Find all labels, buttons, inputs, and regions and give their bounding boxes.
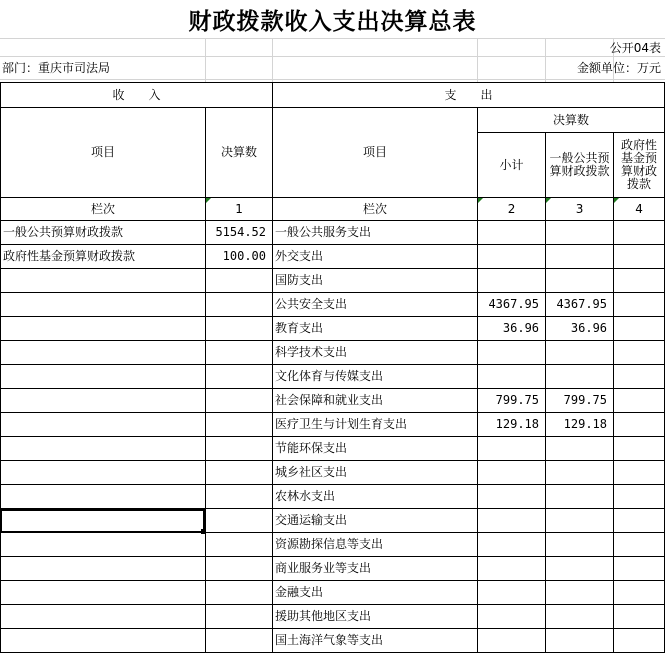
fill-handle[interactable] [201, 529, 206, 534]
general-budget-cell[interactable] [546, 605, 614, 629]
income-item-cell[interactable] [1, 557, 206, 581]
general-budget-cell[interactable]: 799.75 [546, 389, 614, 413]
table-row [1, 557, 665, 581]
income-item-cell[interactable] [1, 413, 206, 437]
table-row [1, 605, 665, 629]
subtotal-cell[interactable]: 4367.95 [478, 293, 546, 317]
expense-header[interactable]: 支 出 [273, 83, 665, 108]
col-number-3-text: 3 [575, 201, 584, 216]
income-item-cell[interactable] [1, 509, 206, 533]
gridline [272, 38, 273, 82]
green-triangle-icon [206, 198, 211, 203]
income-item-cell[interactable] [1, 461, 206, 485]
general-budget-header[interactable]: 一般公共预算财政拨款 [546, 133, 614, 198]
general-budget-cell[interactable] [546, 485, 614, 509]
general-budget-cell[interactable] [546, 269, 614, 293]
general-budget-cell[interactable] [546, 533, 614, 557]
expense-item-cell[interactable]: 商业服务业等支出 [273, 557, 478, 581]
expense-item-cell[interactable]: 城乡社区支出 [273, 461, 478, 485]
subtotal-cell[interactable] [478, 437, 546, 461]
expense-item-cell[interactable]: 医疗卫生与计划生育支出 [273, 413, 478, 437]
subtotal-cell[interactable] [478, 485, 546, 509]
expense-item-cell[interactable]: 外交支出 [273, 245, 478, 269]
expense-final-header[interactable]: 决算数 [478, 108, 665, 133]
table-row [1, 629, 665, 653]
subtotal-cell[interactable] [478, 269, 546, 293]
general-budget-cell[interactable]: 4367.95 [546, 293, 614, 317]
income-amount-cell[interactable] [206, 629, 273, 653]
income-item-cell[interactable]: 一般公共预算财政拨款 [1, 221, 206, 245]
data-rows [1, 221, 665, 653]
general-budget-cell[interactable] [546, 341, 614, 365]
col-number-2-text: 2 [507, 201, 516, 216]
gov-fund-cell[interactable] [614, 365, 665, 389]
gov-fund-cell[interactable] [614, 413, 665, 437]
expense-item-cell[interactable]: 节能环保支出 [273, 437, 478, 461]
col-number-1[interactable] [206, 198, 273, 221]
expense-item-cell[interactable]: 资源勘探信息等支出 [273, 533, 478, 557]
expense-item-cell[interactable]: 援助其他地区支出 [273, 605, 478, 629]
table-row [1, 437, 665, 461]
subtotal-cell[interactable] [478, 629, 546, 653]
income-item-cell[interactable] [1, 533, 206, 557]
table-row [1, 269, 665, 293]
gov-fund-cell[interactable] [614, 485, 665, 509]
gridline [477, 38, 478, 82]
table-row [1, 509, 665, 533]
subtotal-cell[interactable] [478, 221, 546, 245]
income-item-cell[interactable] [1, 581, 206, 605]
subtotal-cell[interactable] [478, 245, 546, 269]
table-row [1, 581, 665, 605]
general-budget-cell[interactable] [546, 221, 614, 245]
subtotal-cell[interactable] [478, 533, 546, 557]
table-row [1, 317, 665, 341]
report-title: 财政拨款收入支出决算总表 [188, 7, 477, 35]
gov-fund-cell[interactable] [614, 269, 665, 293]
gov-fund-cell[interactable] [614, 389, 665, 413]
income-amount-header[interactable]: 决算数 [206, 108, 273, 198]
subtotal-cell[interactable] [478, 365, 546, 389]
expense-item-cell[interactable]: 国土海洋气象等支出 [273, 629, 478, 653]
department-label: 部门：重庆市司法局 [2, 61, 111, 75]
general-budget-cell[interactable] [546, 629, 614, 653]
income-item-cell[interactable] [1, 341, 206, 365]
gov-fund-cell[interactable] [614, 581, 665, 605]
general-budget-cell[interactable] [546, 509, 614, 533]
gridline [0, 79, 665, 80]
report-table [0, 82, 665, 653]
gov-fund-cell[interactable] [614, 533, 665, 557]
income-amount-cell[interactable] [206, 317, 273, 341]
income-amount-cell[interactable] [206, 461, 273, 485]
income-amount-cell[interactable] [206, 293, 273, 317]
income-amount-cell[interactable] [206, 509, 273, 533]
green-triangle-icon [614, 198, 619, 203]
unit-label: 金额单位：万元 [576, 61, 661, 75]
income-amount-cell[interactable] [206, 341, 273, 365]
subtotal-cell[interactable] [478, 557, 546, 581]
income-item-cell[interactable] [1, 365, 206, 389]
income-item-cell[interactable] [1, 389, 206, 413]
col-number-4-text: 4 [635, 201, 643, 216]
expense-item-cell[interactable]: 文化体育与传媒支出 [273, 365, 478, 389]
income-item-cell[interactable] [1, 269, 206, 293]
expense-item-header[interactable]: 项目 [273, 108, 478, 198]
gov-fund-cell[interactable] [614, 461, 665, 485]
general-budget-cell[interactable]: 36.96 [546, 317, 614, 341]
income-item-cell[interactable] [1, 629, 206, 653]
gov-fund-cell[interactable] [614, 341, 665, 365]
gridline [0, 56, 665, 57]
table-row [1, 485, 665, 509]
gridline [545, 38, 546, 82]
income-amount-cell[interactable] [206, 605, 273, 629]
income-amount-cell[interactable] [206, 581, 273, 605]
income-item-header[interactable]: 项目 [1, 108, 206, 198]
gov-fund-cell[interactable] [614, 557, 665, 581]
gov-fund-header[interactable]: 政府性基金预算财政拨款 [614, 133, 665, 198]
income-amount-cell[interactable] [206, 437, 273, 461]
expense-item-cell[interactable]: 公共安全支出 [273, 293, 478, 317]
income-amount-cell[interactable] [206, 557, 273, 581]
gridline [0, 38, 665, 39]
table-row [1, 293, 665, 317]
gov-fund-cell[interactable] [614, 509, 665, 533]
expense-item-cell[interactable]: 科学技术支出 [273, 341, 478, 365]
general-budget-cell[interactable]: 129.18 [546, 413, 614, 437]
form-number: 公开04表 [609, 41, 661, 55]
gov-fund-cell[interactable] [614, 293, 665, 317]
general-budget-cell[interactable] [546, 557, 614, 581]
green-triangle-icon [546, 198, 551, 203]
col-number-3[interactable] [546, 198, 614, 221]
income-amount-cell[interactable]: 100.00 [206, 245, 273, 269]
gov-fund-cell[interactable] [614, 629, 665, 653]
income-amount-cell[interactable] [206, 533, 273, 557]
general-budget-cell[interactable] [546, 245, 614, 269]
table-row [1, 533, 665, 557]
expense-item-cell[interactable]: 农林水支出 [273, 485, 478, 509]
subtotal-cell[interactable]: 129.18 [478, 413, 546, 437]
income-item-cell[interactable] [1, 605, 206, 629]
col-number-4[interactable] [614, 198, 665, 221]
general-budget-cell[interactable] [546, 365, 614, 389]
general-budget-cell[interactable] [546, 461, 614, 485]
expense-item-cell[interactable]: 交通运输支出 [273, 509, 478, 533]
expense-item-cell[interactable]: 教育支出 [273, 317, 478, 341]
income-amount-cell[interactable] [206, 389, 273, 413]
expense-item-cell[interactable]: 社会保障和就业支出 [273, 389, 478, 413]
col-label[interactable]: 栏次 [1, 198, 206, 221]
income-amount-cell[interactable]: 5154.52 [206, 221, 273, 245]
income-amount-cell[interactable] [206, 269, 273, 293]
expense-item-cell[interactable]: 金融支出 [273, 581, 478, 605]
income-item-cell[interactable] [1, 317, 206, 341]
table-row [1, 461, 665, 485]
subtotal-cell[interactable]: 36.96 [478, 317, 546, 341]
income-amount-cell[interactable] [206, 365, 273, 389]
subtotal-cell[interactable] [478, 581, 546, 605]
subtotal-cell[interactable] [478, 341, 546, 365]
subtotal-cell[interactable] [478, 605, 546, 629]
income-item-cell[interactable] [1, 293, 206, 317]
table-row [1, 413, 665, 437]
income-header[interactable]: 收 入 [1, 83, 273, 108]
col-label-2[interactable]: 栏次 [273, 198, 478, 221]
general-budget-cell[interactable] [546, 437, 614, 461]
subtotal-cell[interactable] [478, 509, 546, 533]
gov-fund-cell[interactable] [614, 317, 665, 341]
income-amount-cell[interactable] [206, 485, 273, 509]
gov-fund-cell[interactable] [614, 605, 665, 629]
subtotal-cell[interactable] [478, 461, 546, 485]
col-number-1-text: 1 [235, 201, 243, 216]
table-row [1, 341, 665, 365]
expense-item-cell[interactable]: 国防支出 [273, 269, 478, 293]
gov-fund-cell[interactable] [614, 245, 665, 269]
gov-fund-cell[interactable] [614, 221, 665, 245]
table-row [1, 365, 665, 389]
expense-item-cell[interactable]: 一般公共服务支出 [273, 221, 478, 245]
income-item-cell[interactable] [1, 485, 206, 509]
table-row [1, 389, 665, 413]
subtotal-cell[interactable]: 799.75 [478, 389, 546, 413]
income-item-cell[interactable] [1, 437, 206, 461]
gov-fund-cell[interactable] [614, 437, 665, 461]
income-amount-cell[interactable] [206, 413, 273, 437]
col-number-2[interactable] [478, 198, 546, 221]
table-row [1, 245, 665, 269]
green-triangle-icon [478, 198, 483, 203]
table-row [1, 221, 665, 245]
income-item-cell[interactable]: 政府性基金预算财政拨款 [1, 245, 206, 269]
gridline [205, 38, 206, 82]
subtotal-header[interactable]: 小计 [478, 133, 546, 198]
general-budget-cell[interactable] [546, 581, 614, 605]
